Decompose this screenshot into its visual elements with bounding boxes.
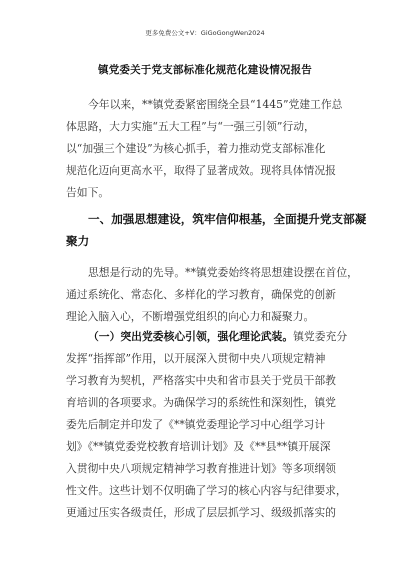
section-1-line: 理论入脑入心，不断增强党组织的向心力和凝聚力。 <box>66 310 315 323</box>
section-1-paragraph <box>66 262 358 328</box>
intro-line: 告如下。 <box>66 186 110 199</box>
header-note: 更多免费公文+V：GiGoGongWen2024 <box>145 29 265 37</box>
subsection-1-line: 更通过压实各级责任，形成了层层抓学习、级级抓落实的 <box>66 506 336 519</box>
section-1-heading-line: 一、加强思想建设，筑牢信仰根基，全面提升党支部凝 <box>88 212 367 226</box>
intro-line: 体思路，大力实施“五大工程”与“一强三引领”行动， <box>66 120 315 133</box>
subsection-1-first-line-rest: 镇党委充分 <box>293 330 348 343</box>
section-1-line: 思想是行动的先导。**镇党委始终将思想建设摆在首位， <box>88 266 358 279</box>
subsection-1-heading: （一）突出党委核心引领，强化理论武装。 <box>88 330 294 343</box>
subsection-1-line: 性文件。这些计划不仅明确了学习的核心内容与纪律要求， <box>66 484 347 497</box>
subsection-1-paragraph <box>66 326 348 524</box>
section-1-heading-line: 聚力 <box>66 234 90 248</box>
subsection-1-line: 划》《**镇党委党校教育培训计划》及《**县**镇开展深 <box>66 440 331 453</box>
intro-line: 以“加强三个建设”为核心抓手，着力推动党支部标准化 <box>66 142 326 155</box>
subsection-1-line: 学习教育为契机，严格落实中央和省市县关于党员干部教 <box>66 374 336 387</box>
intro-paragraph <box>66 94 342 204</box>
subsection-1-line: 发挥“指挥部”作用，以开展深入贯彻中央八项规定精神 <box>66 352 326 365</box>
section-1-heading <box>66 208 367 252</box>
section-1-line: 通过系统化、常态化、多样化的学习教育，确保党的创新 <box>66 288 336 301</box>
subsection-1-line: 委先后制定并印发了《**镇党委理论学习中心组学习计 <box>66 418 326 431</box>
subsection-1-line: 育培训的各项要求。为确保学习的系统性和深刻性，镇党 <box>66 396 336 409</box>
intro-line: 规范化迈向更高水平，取得了显著成效。现将具体情况报 <box>66 164 336 177</box>
document-title: 镇党委关于党支部标准化规范化建设情况报告 <box>98 64 312 76</box>
intro-line: 今年以来，**镇党委紧密围绕全县“1445”党建工作总 <box>88 98 343 111</box>
subsection-1-line: 入贯彻中央八项规定精神学习教育推进计划》等多项纲领 <box>66 462 336 475</box>
subsection-1-first-line <box>66 326 348 348</box>
